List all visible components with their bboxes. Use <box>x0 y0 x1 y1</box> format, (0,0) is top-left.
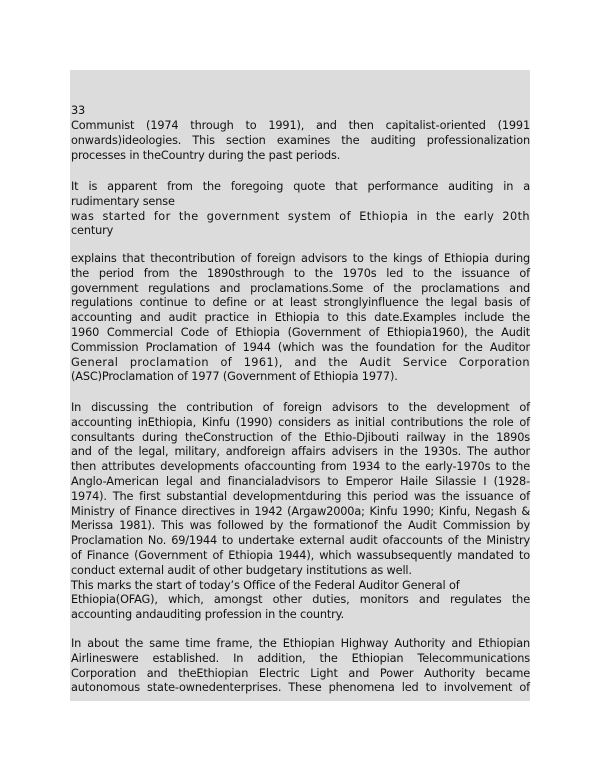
text-line: government regulations and proclamations.Some of the proclamations and <box>71 281 530 295</box>
text-line: 1960 Commercial Code of Ethiopia (Government of Ethiopia1960), the Audit <box>71 325 530 339</box>
text-line: explains that thecontribution of foreign advisors to the kings of Ethiopia during <box>71 252 530 265</box>
text-line: Communist (1974 through to 1991), and then capitalist-oriented (1991 <box>71 119 530 132</box>
text-line: It is apparent from the foregoing quote that performance auditing in a <box>71 180 530 193</box>
text-line: Anglo-American legal and financialadvisors to Emperor Haile Silassie I (1928- <box>71 474 530 488</box>
text-line: (ASC)Proclamation of 1977 (Government of Ethiopia 1977). <box>71 370 398 384</box>
paragraph-3 <box>71 252 530 385</box>
text-line: the period from the 1890sthrough to the 1970s led to the issuance of <box>71 266 530 280</box>
text-line: century <box>71 224 114 238</box>
text-line: Corporation and theEthiopian Electric Light and Power Authority became <box>71 666 530 680</box>
paragraph-5 <box>71 637 530 696</box>
text-line: consultants during theConstruction of the Ethio-Djibouti railway in the 1890s <box>71 430 530 444</box>
text-line: 1974). The first substantial developmentduring this period was the issuance of <box>71 489 530 503</box>
text-line: onwards)ideologies. This section examines the auditing professionalization <box>71 133 530 147</box>
page-number <box>71 104 530 119</box>
text-line: In discussing the contribution of foreign advisors to the development of <box>71 401 530 414</box>
text-line: accounting and audit practice in Ethiopia to this date.Examples include the <box>71 311 530 325</box>
text-line: General proclamation of 1961), and the Audit Service Corporation <box>71 355 530 369</box>
text-line: accounting inEthiopia, Kinfu (1990) considers as initial contributions the role of <box>71 415 530 429</box>
text-line: and of the legal, military, andforeign affairs advisers in the 1930s. The author <box>71 445 530 459</box>
text-line: rudimentary sense <box>71 194 175 208</box>
paragraph-1 <box>71 119 530 163</box>
text-line: Ethiopia(OFAG), which, amongst other duties, monitors and regulates the <box>71 593 530 607</box>
text-line: was started for the government system of Ethiopia in the early 20th <box>71 209 530 223</box>
text-line: then attributes developments ofaccounting from 1934 to the early-1970s to the <box>71 460 530 474</box>
text-line: Commission Proclamation of 1944 (which was the foundation for the Auditor <box>71 340 530 354</box>
text-line: processes in theCountry during the past periods. <box>71 148 341 162</box>
text-line: Proclamation No. 69/1944 to undertake external audit ofaccounts of the Ministry <box>71 534 530 548</box>
text-line: conduct external audit of other budgetary institutions as well. <box>71 563 412 577</box>
text-line: regulations continue to define or at least stronglyinfluence the legal basis of <box>71 296 530 310</box>
text-line: of Finance (Government of Ethiopia 1944), which wassubsequently mandated to <box>71 548 530 562</box>
paragraph-4 <box>71 401 530 623</box>
text-line: accounting andauditing profession in the country. <box>71 608 345 622</box>
text-line: In about the same time frame, the Ethiopian Highway Authority and Ethiopian <box>71 637 530 650</box>
paragraph-2 <box>71 180 530 239</box>
page-number-text: 33 <box>71 104 86 117</box>
text-line: Airlineswere established. In addition, the Ethiopian Telecommunications <box>71 651 530 665</box>
text-line: This marks the start of today’s Office of the Federal Auditor General of <box>71 578 460 592</box>
text-line: autonomous state-ownedenterprises. These phenomena led to involvement of <box>71 681 530 695</box>
text-line: Merissa 1981). This was followed by the formationof the Audit Commission by <box>71 519 530 533</box>
text-line: Ministry of Finance directives in 1942 (Argaw2000a; Kinfu 1990; Kinfu, Negash & <box>71 504 530 518</box>
